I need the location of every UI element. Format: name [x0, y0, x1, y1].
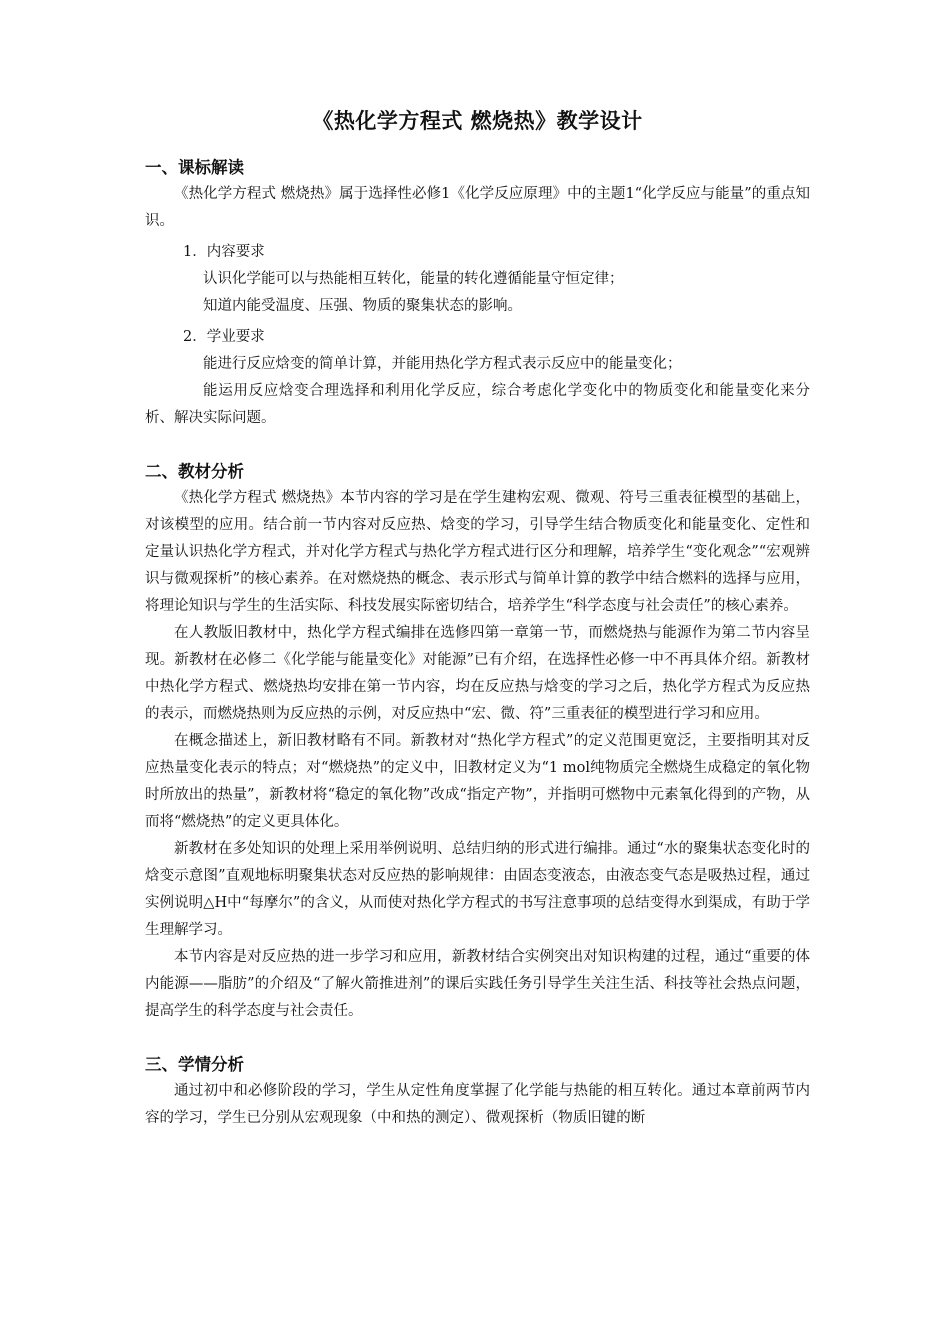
section-heading-student-analysis: 三、学情分析: [145, 1055, 244, 1074]
content-requirement-line: 认识化学能可以与热能相互转化，能量的转化遵循能量守恒定律；: [203, 271, 624, 287]
textbook-paragraph: 本节内容是对反应热的进一步学习和应用，新教材结合实例突出对知识构建的过程，通过“重要的体内能源——脂肪”的介绍及“了解火箭推进剂”的课后实践任务引导学生关注生活、科技等社会热点问题，提高学生的科学态度与社会责任。: [145, 949, 810, 1019]
document-title: 《热化学方程式 燃烧热》教学设计: [312, 108, 643, 133]
academic-requirements-label: 2．学业要求: [183, 329, 265, 345]
textbook-paragraph: 新教材在多处知识的处理上采用举例说明、总结归纳的形式进行编排。通过“水的聚集状态变化时的焓变示意图”直观地标明聚集状态对反应热的影响规律：由固态变液态，由液态变气态是吸热过程，通过实例说明△H中“每摩尔”的含义，从而使对热化学方程式的书写注意事项的总结变得水到渠成，有助于学生理解学习。: [145, 841, 810, 938]
textbook-paragraph: 在人教版旧教材中，热化学方程式编排在选修四第一章第一节，而燃烧热与能源作为第二节内容呈现。新教材在必修二《化学能与能量变化》对能源”已有介绍，在选择性必修一中不再具体介绍。新教材中热化学方程式、燃烧热均安排在第一节内容，均在反应热与焓变的学习之后，热化学方程式为反应热的表示，而燃烧热则为反应热的示例，对反应热中“宏、微、符”三重表征的模型进行学习和应用。: [145, 625, 810, 722]
document-page: [145, 105, 810, 1132]
textbook-paragraph: 在概念描述上，新旧教材略有不同。新教材对“热化学方程式”的定义范围更宽泛，主要指明其对反应热量变化表示的特点；对“燃烧热”的定义中，旧教材定义为“1 mol纯物质完全燃烧生成稳定的氧化物时所放出的热量”，新教材将“稳定的氧化物”改成“指定产物”，并指明可燃物中元素氧化得到的产物，从而将“燃烧热”的定义更具体化。: [145, 733, 810, 830]
academic-requirement-line: 能运用反应焓变合理选择和利用化学反应，综合考虑化学变化中的物质变化和能量变化来分析、解决实际问题。: [145, 383, 810, 426]
content-requirement-line: 知道内能受温度、压强、物质的聚集状态的影响。: [203, 298, 522, 314]
section-heading-standards: 一、课标解读: [145, 158, 244, 177]
academic-requirement-line: 能进行反应焓变的简单计算，并能用热化学方程式表示反应中的能量变化；: [203, 356, 682, 372]
section-heading-textbook-analysis: 二、教材分析: [145, 462, 244, 481]
content-requirements-label: 1．内容要求: [183, 244, 265, 260]
textbook-paragraph: 《热化学方程式 燃烧热》本节内容的学习是在学生建构宏观、微观、符号三重表征模型的基础上，对该模型的应用。结合前一节内容对反应热、焓变的学习，引导学生结合物质变化和能量变化、定性和定量认识热化学方程式，并对化学方程式与热化学方程式进行区分和理解，培养学生“变化观念”“宏观辨识与微观探析”的核心素养。在对燃烧热的概念、表示形式与简单计算的教学中结合燃料的选择与应用，将理论知识与学生的生活实际、科技发展实际密切结合，培养学生“科学态度与社会责任”的核心素养。: [145, 490, 810, 614]
student-analysis-paragraph: 通过初中和必修阶段的学习，学生从定性角度掌握了化学能与热能的相互转化。通过本章前两节内容的学习，学生已分别从宏观现象（中和热的测定）、微观探析（物质旧键的断: [145, 1083, 810, 1126]
section1-intro: 《热化学方程式 燃烧热》属于选择性必修1《化学反应原理》中的主题1“化学反应与能量”的重点知识。: [145, 186, 810, 229]
